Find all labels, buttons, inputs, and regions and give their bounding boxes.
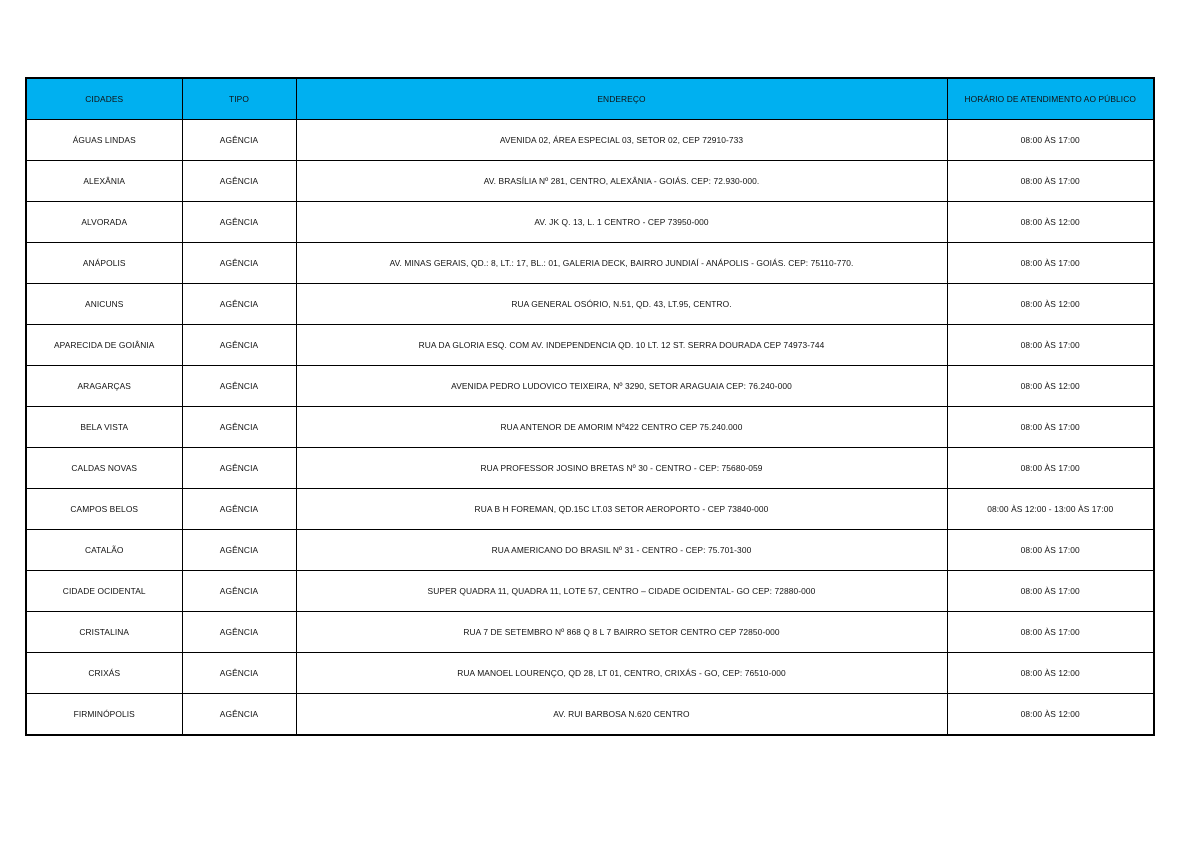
cell-type: AGÊNCIA [182, 202, 296, 243]
header-city: CIDADES [26, 78, 182, 120]
table-row [26, 120, 1154, 161]
cell-address: RUA DA GLORIA ESQ. COM AV. INDEPENDENCIA QD. 10 LT. 12 ST. SERRA DOURADA CEP 74973-744 [296, 325, 947, 366]
cell-hours: 08:00 ÀS 17:00 [947, 325, 1154, 366]
cell-type: AGÊNCIA [182, 612, 296, 653]
cell-address: RUA B H FOREMAN, QD.15C LT.03 SETOR AEROPORTO - CEP 73840-000 [296, 489, 947, 530]
table-row [26, 489, 1154, 530]
cell-address: RUA MANOEL LOURENÇO, QD 28, LT 01, CENTRO, CRIXÁS - GO, CEP: 76510-000 [296, 653, 947, 694]
cell-type: AGÊNCIA [182, 530, 296, 571]
cell-city: ALEXÂNIA [26, 161, 182, 202]
cell-city: ANICUNS [26, 284, 182, 325]
table-row [26, 243, 1154, 284]
cell-address: SUPER QUADRA 11, QUADRA 11, LOTE 57, CENTRO – CIDADE OCIDENTAL- GO CEP: 72880-000 [296, 571, 947, 612]
table-body [26, 120, 1154, 736]
table-row [26, 202, 1154, 243]
cell-hours: 08:00 ÀS 17:00 [947, 571, 1154, 612]
cell-hours: 08:00 ÀS 12:00 [947, 366, 1154, 407]
cell-type: AGÊNCIA [182, 653, 296, 694]
cell-hours: 08:00 ÀS 17:00 [947, 120, 1154, 161]
cell-city: CRIXÁS [26, 653, 182, 694]
cell-city: CAMPOS BELOS [26, 489, 182, 530]
cell-hours: 08:00 ÀS 12:00 [947, 202, 1154, 243]
cell-type: AGÊNCIA [182, 571, 296, 612]
cell-city: CATALÃO [26, 530, 182, 571]
cell-hours: 08:00 ÀS 17:00 [947, 407, 1154, 448]
cell-city: CIDADE OCIDENTAL [26, 571, 182, 612]
cell-hours: 08:00 ÀS 17:00 [947, 161, 1154, 202]
cell-city: BELA VISTA [26, 407, 182, 448]
table-row [26, 325, 1154, 366]
cell-hours: 08:00 ÀS 12:00 [947, 653, 1154, 694]
cell-type: AGÊNCIA [182, 243, 296, 284]
header-address: ENDEREÇO [296, 78, 947, 120]
cell-type: AGÊNCIA [182, 120, 296, 161]
cell-hours: 08:00 ÀS 17:00 [947, 530, 1154, 571]
cell-address: RUA AMERICANO DO BRASIL Nº 31 - CENTRO - CEP: 75.701-300 [296, 530, 947, 571]
table-row [26, 448, 1154, 489]
cell-type: AGÊNCIA [182, 161, 296, 202]
cell-city: ARAGARÇAS [26, 366, 182, 407]
table-row [26, 571, 1154, 612]
cell-city: FIRMINÓPOLIS [26, 694, 182, 736]
table-row [26, 366, 1154, 407]
cell-hours: 08:00 ÀS 12:00 - 13:00 ÀS 17:00 [947, 489, 1154, 530]
table-header [26, 78, 1154, 120]
table-row [26, 653, 1154, 694]
cell-hours: 08:00 ÀS 17:00 [947, 612, 1154, 653]
cell-type: AGÊNCIA [182, 284, 296, 325]
table-row [26, 694, 1154, 736]
cell-address: AVENIDA PEDRO LUDOVICO TEIXEIRA, Nº 3290, SETOR ARAGUAIA CEP: 76.240-000 [296, 366, 947, 407]
cell-hours: 08:00 ÀS 12:00 [947, 694, 1154, 736]
cell-address: AV. JK Q. 13, L. 1 CENTRO - CEP 73950-000 [296, 202, 947, 243]
cell-hours: 08:00 ÀS 17:00 [947, 448, 1154, 489]
cell-city: ÁGUAS LINDAS [26, 120, 182, 161]
cell-type: AGÊNCIA [182, 694, 296, 736]
cell-city: CALDAS NOVAS [26, 448, 182, 489]
table-row [26, 407, 1154, 448]
agency-table [25, 77, 1155, 736]
cell-hours: 08:00 ÀS 17:00 [947, 243, 1154, 284]
header-row [26, 78, 1154, 120]
cell-address: RUA PROFESSOR JOSINO BRETAS Nº 30 - CENTRO - CEP: 75680-059 [296, 448, 947, 489]
cell-type: AGÊNCIA [182, 489, 296, 530]
cell-address: RUA GENERAL OSÓRIO, N.51, QD. 43, LT.95, CENTRO. [296, 284, 947, 325]
cell-type: AGÊNCIA [182, 325, 296, 366]
cell-type: AGÊNCIA [182, 407, 296, 448]
cell-address: RUA ANTENOR DE AMORIM Nº422 CENTRO CEP 75.240.000 [296, 407, 947, 448]
table-row [26, 284, 1154, 325]
table-row [26, 612, 1154, 653]
header-type: TIPO [182, 78, 296, 120]
agency-table-page [25, 77, 1153, 736]
cell-city: CRISTALINA [26, 612, 182, 653]
cell-city: ALVORADA [26, 202, 182, 243]
cell-city: APARECIDA DE GOIÂNIA [26, 325, 182, 366]
cell-city: ANÁPOLIS [26, 243, 182, 284]
table-row [26, 530, 1154, 571]
cell-address: AV. MINAS GERAIS, QD.: 8, LT.: 17, BL.: 01, GALERIA DECK, BAIRRO JUNDIAÍ - ANÁPOLIS - GOIÁS. CEP: 75110-770. [296, 243, 947, 284]
cell-address: AV. RUI BARBOSA N.620 CENTRO [296, 694, 947, 736]
header-hours: HORÁRIO DE ATENDIMENTO AO PÚBLICO [947, 78, 1154, 120]
cell-address: AV. BRASÍLIA Nº 281, CENTRO, ALEXÂNIA - GOIÁS. CEP: 72.930-000. [296, 161, 947, 202]
table-row [26, 161, 1154, 202]
cell-address: RUA 7 DE SETEMBRO Nº 868 Q 8 L 7 BAIRRO SETOR CENTRO CEP 72850-000 [296, 612, 947, 653]
cell-type: AGÊNCIA [182, 366, 296, 407]
cell-type: AGÊNCIA [182, 448, 296, 489]
cell-address: AVENIDA 02, ÁREA ESPECIAL 03, SETOR 02, CEP 72910-733 [296, 120, 947, 161]
cell-hours: 08:00 ÀS 12:00 [947, 284, 1154, 325]
